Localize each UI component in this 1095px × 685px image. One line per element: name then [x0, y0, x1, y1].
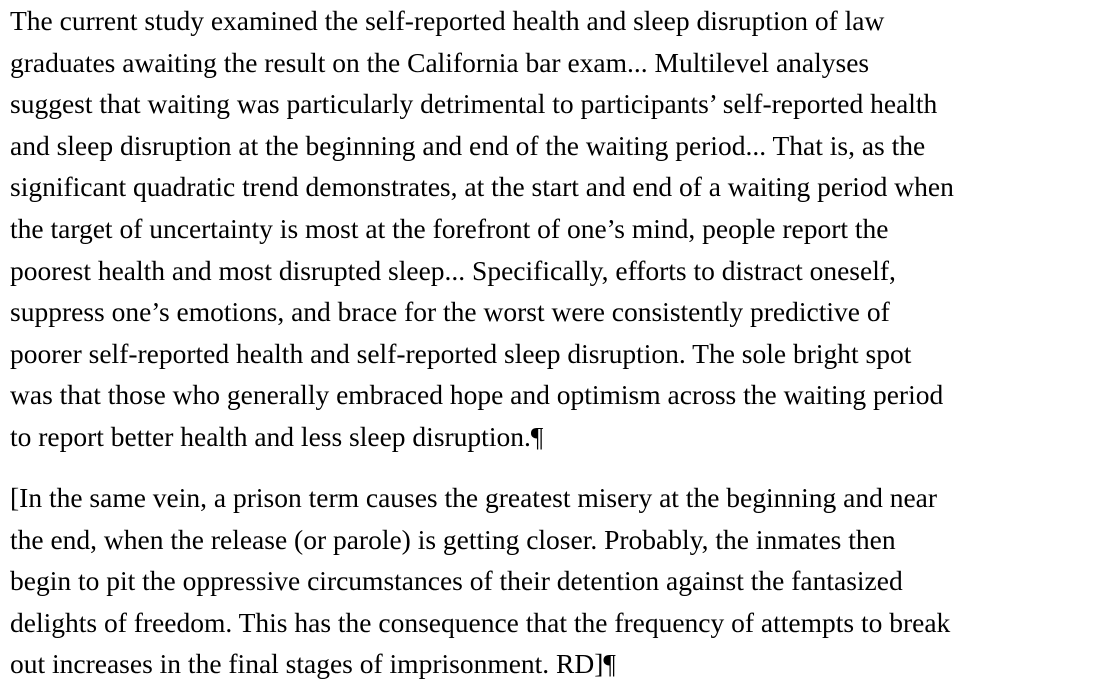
paragraph-study-summary — [10, 0, 954, 458]
text-line: poorer self-reported health and self-reported sleep disruption. The sole bright spot — [10, 337, 912, 369]
text-line: begin to pit the oppressive circumstances of their detention against the fantasized — [10, 565, 903, 597]
text-line: and sleep disruption at the beginning and end of the waiting period... That is, as the — [10, 129, 926, 161]
text-line: poorest health and most disrupted sleep... Specifically, efforts to distract oneself, — [10, 254, 896, 286]
text-line: the end, when the release (or parole) is getting closer. Probably, the inmates then — [10, 523, 896, 555]
text-line: suggest that waiting was particularly detrimental to participants’ self-reported health — [10, 88, 938, 120]
text-line: the target of uncertainty is most at the forefront of one’s mind, people report the — [10, 212, 889, 244]
text-line: out increases in the final stages of imprisonment. RD]¶ — [10, 648, 616, 680]
text-line: [In the same vein, a prison term causes the greatest misery at the beginning and near — [10, 482, 938, 513]
text-line: to report better health and less sleep disruption.¶ — [10, 420, 544, 452]
text-line: was that those who generally embraced hope and optimism across the waiting period — [10, 379, 944, 411]
text-line: graduates awaiting the result on the California bar exam... Multilevel analyses — [10, 46, 870, 78]
paragraph-editor-note — [10, 477, 950, 685]
text-line: significant quadratic trend demonstrates, at the start and end of a waiting period when — [10, 171, 954, 203]
text-line: suppress one’s emotions, and brace for the worst were consistently predictive of — [10, 296, 890, 328]
text-line: delights of freedom. This has the consequence that the frequency of attempts to break — [10, 606, 951, 638]
text-line: The current study examined the self-reported health and sleep disruption of law — [10, 5, 885, 36]
